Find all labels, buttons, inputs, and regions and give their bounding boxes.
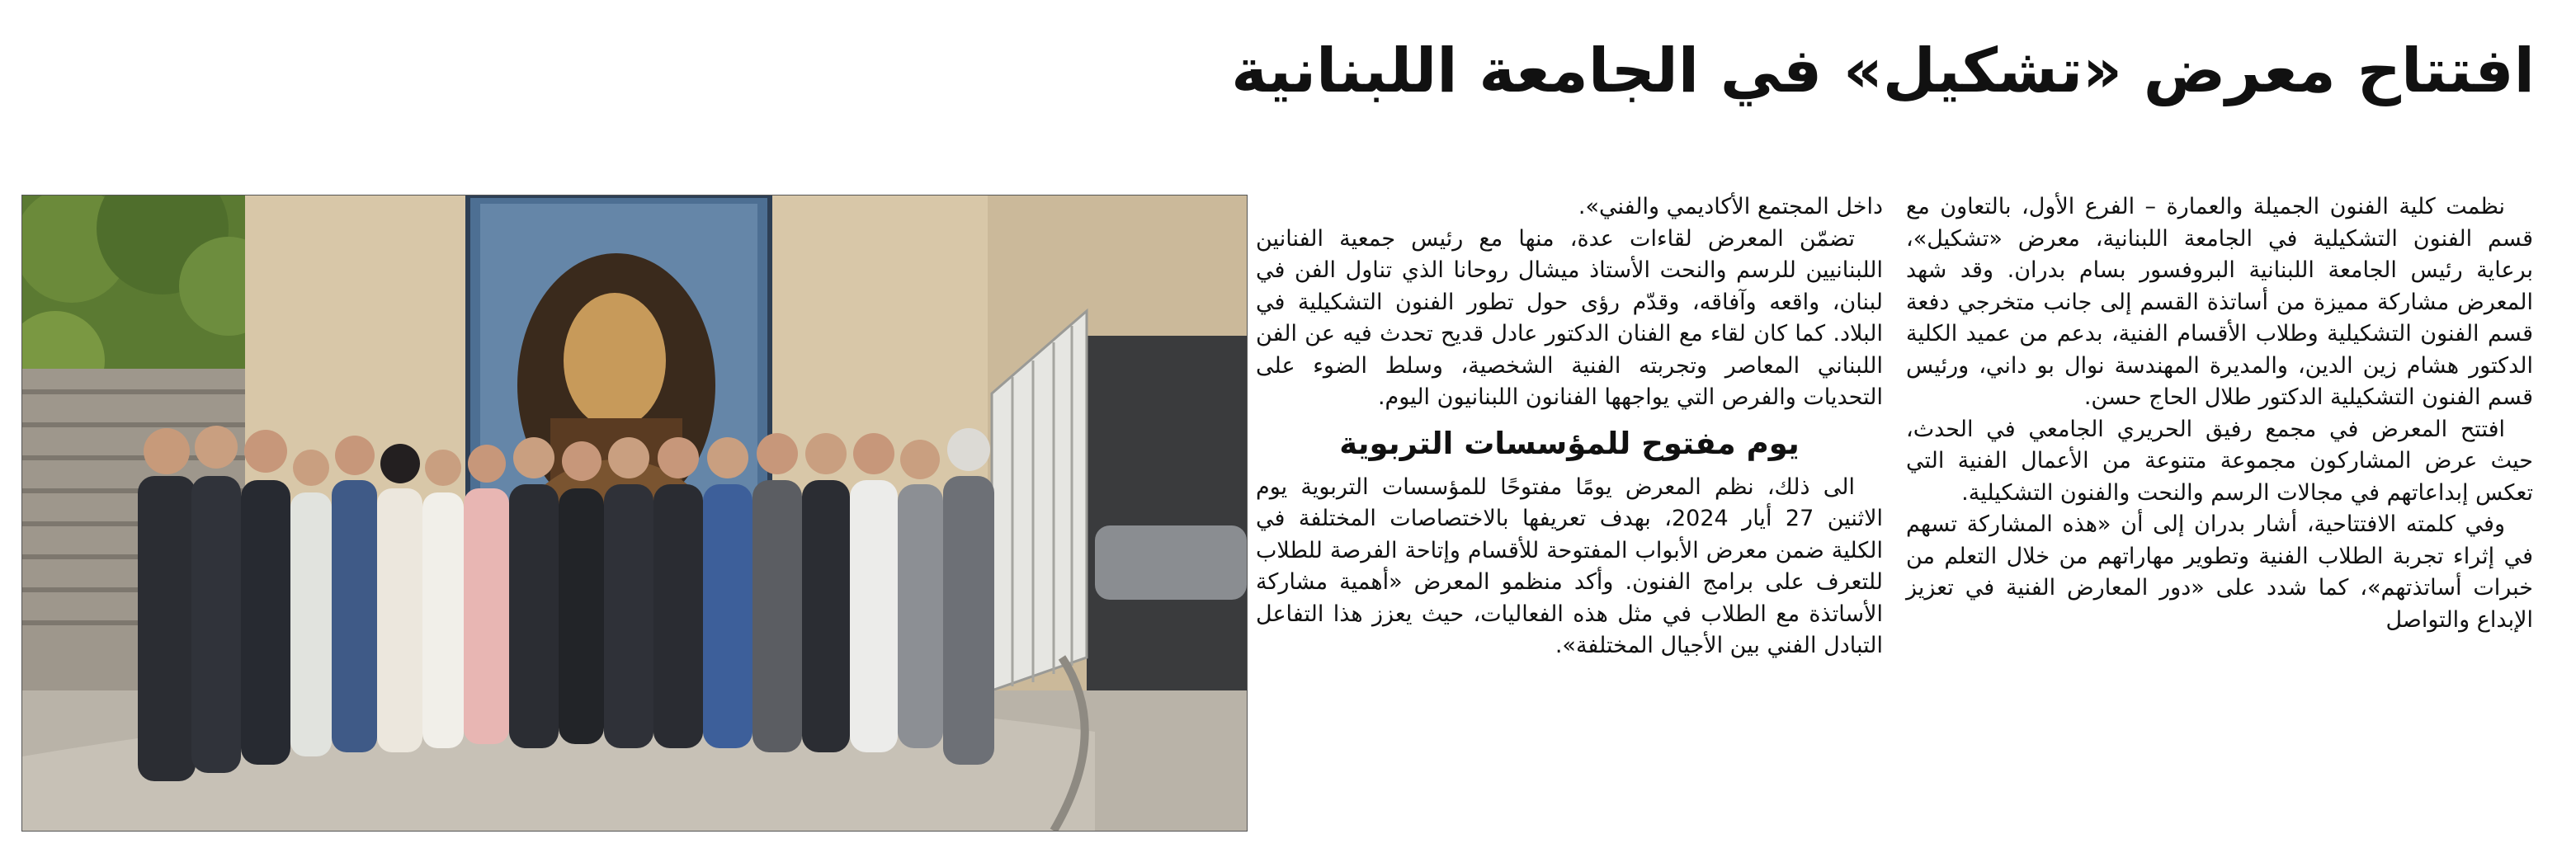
subheading: يوم مفتوح للمؤسسات التربوية <box>1339 425 1800 461</box>
paragraph-continuation: داخل المجتمع الأكاديمي والفني». <box>1578 194 1883 219</box>
paragraph: نظمت كلية الفنون الجميلة والعمارة – الفرع الأول، بالتعاون مع قسم الفنون التشكيلية في الجامعة اللبنانية، معرض «تشكيل»، برعاية رئيس الجامعة اللبنانية البروفسور بسام بدران. وقد شهد المعرض مشاركة مميزة من أساتذة القسم إلى جانب متخرجي دفعة قسم الفنون التشكيلية وطلاب الأقسام الفنية، بدعم من عميد الكلية الدكتور هشام زين الدين، والمديرة المهندسة نوال بو داني، ورئيس قسم الفنون التشكيلية الدكتور طلال الحاج حسن. <box>1906 194 2533 410</box>
paragraph: الى ذلك، نظم المعرض يومًا مفتوحًا للمؤسسات التربوية يوم الاثنين 27 أيار 2024، بهدف تعريفها بالاختصاصات المختلفة في الكلية ضمن معرض الأبواب المفتوحة للأقسام وإتاحة الفرصة للطلاب للتعرف على برامج الفنون. وأكد منظمو المعرض «أهمية مشاركة الأساتذة مع الطلاب في مثل هذه الفعاليات، حيث يعزز هذا التفاعل التبادل الفني بين الأجيال المختلفة». <box>1256 474 1883 658</box>
paragraph: تضمّن المعرض لقاءات عدة، منها مع رئيس جمعية الفنانين اللبنانيين للرسم والنحت الأستاذ ميشال روحانا الذي تناول الفن في لبنان، واقعه وآفاقه، وقدّم رؤى حول تطور الفنون التشكيلية في البلاد. كما كان لقاء مع الفنان الدكتور عادل قديح تحدث فيه عن الفن اللبناني المعاصر وتجربته الفنية الشخصية، وسلط الضوء على التحديات والفرص التي يواجهها الفنانون اللبنانيون اليوم. <box>1256 225 1883 410</box>
paragraph: وفي كلمته الافتتاحية، أشار بدران إلى أن «هذه المشاركة تسهم في إثراء تجربة الطلاب الفنية وتطوير مهاراتهم من خلال التعلم من خبرات أساتذتهم»، كما شدد على «دور المعارض الفنية في تعزيز الإبداع والتواصل <box>1906 511 2533 633</box>
paragraph: افتتح المعرض في مجمع رفيق الحريري الجامعي في الحدث، حيث عرض المشاركون مجموعة متنوعة من الأعمال الفنية التي تعكس إبداعاتهم في مجالات الرسم والنحت والفنون التشكيلية. <box>1906 416 2533 506</box>
article-column-left <box>1256 191 1883 662</box>
group-photo-illustration <box>22 196 1247 831</box>
group-photo <box>21 195 1248 832</box>
headline: افتتاح معرض «تشكيل» في الجامعة اللبنانية <box>1231 35 2535 106</box>
garage-opening <box>1087 336 1247 699</box>
article-column-right <box>1906 191 2533 636</box>
